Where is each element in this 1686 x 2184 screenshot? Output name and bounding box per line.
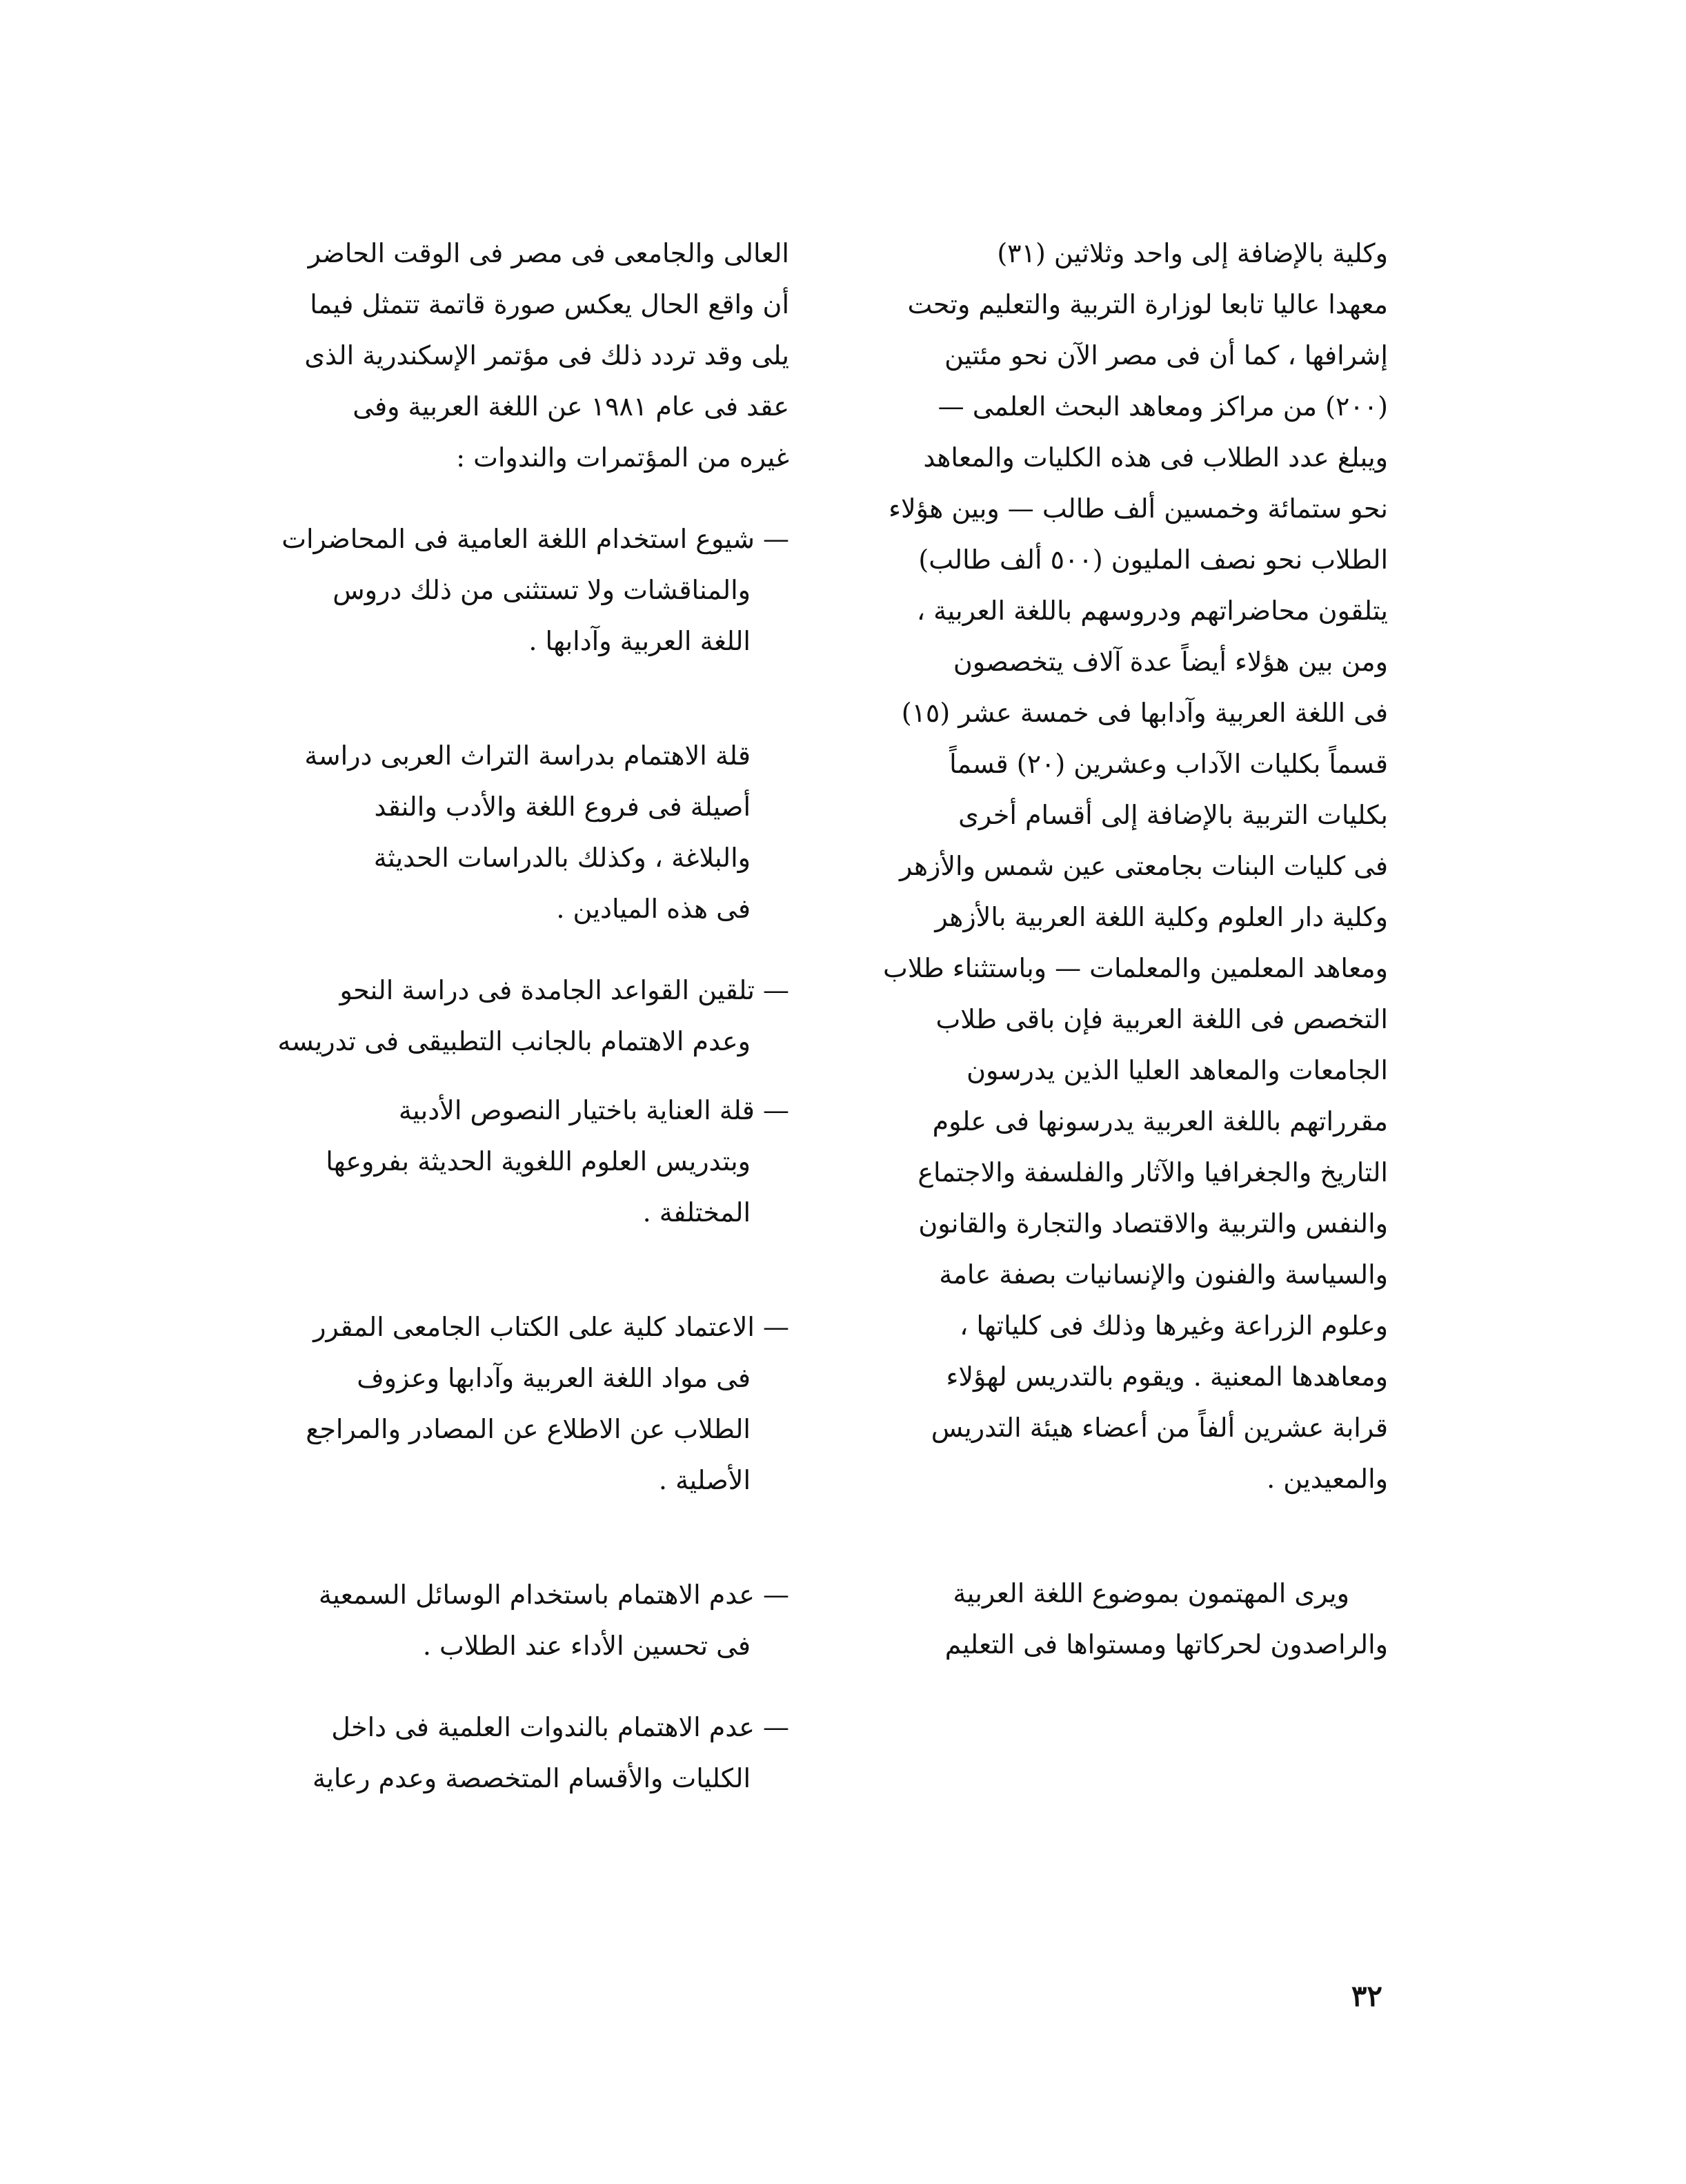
text-line: نحو ستمائة وخمسين ألف طالب — وبين هؤلاء (889, 493, 1388, 524)
list-item (265, 965, 789, 1067)
text-line: العالى والجامعى فى مصر فى الوقت الحاضر (308, 238, 789, 268)
paragraph-gap (265, 1506, 789, 1569)
text-line: — قلة العناية باختيار النصوص الأدبية (398, 1095, 789, 1125)
text-line: ويبلغ عدد الطلاب فى هذه الكليات والمعاهد (923, 442, 1388, 473)
text-line: الجامعات والمعاهد العليا الذين يدرسون (966, 1055, 1388, 1085)
text-line: قرابة عشرين ألفاً من أعضاء هيئة التدريس (931, 1413, 1388, 1443)
text-line: التاريخ والجغرافيا والآثار والفلسفة والاجتماع (918, 1157, 1388, 1188)
list-item (265, 1569, 789, 1671)
text-line: ومن بين هؤلاء أيضاً عدة آلاف يتخصصون (953, 647, 1388, 677)
text-line: معهدا عاليا تابعا لوزارة التربية والتعليم وتحت (907, 289, 1388, 319)
text-line: فى مواد اللغة العربية وآدابها وعزوف (357, 1363, 751, 1393)
text-line: إشرافها ، كما أن فى مصر الآن نحو مئتين (944, 340, 1388, 371)
right-paragraph-2 (864, 1568, 1388, 1619)
text-line: وعلوم الزراعة وغيرها وذلك فى كلياتها ، (960, 1310, 1388, 1341)
text-line: أصيلة فى فروع اللغة والأدب والنقد (374, 791, 751, 822)
text-line: غيره من المؤتمرات والندوات : (456, 442, 789, 473)
paragraph-gap (265, 483, 789, 513)
text-line: الأصلية . (658, 1465, 751, 1495)
text-line: وكلية بالإضافة إلى واحد وثلاثين (٣١) (997, 238, 1388, 268)
text-line: الطلاب عن الاطلاع عن المصادر والمراجع (306, 1414, 751, 1444)
text-line: (٢٠٠) من مراكز ومعاهد البحث العلمى — (938, 391, 1388, 422)
paragraph-gap (265, 1067, 789, 1085)
paragraph-gap (265, 667, 789, 730)
text-line: وكلية دار العلوم وكلية اللغة العربية بالأزهر (935, 902, 1388, 932)
text-line: عقد فى عام ١٩٨١ عن اللغة العربية وفى (353, 391, 789, 422)
text-line: — عدم الاهتمام باستخدام الوسائل السمعية (318, 1580, 789, 1610)
text-line: الطلاب نحو نصف المليون (٥٠٠ ألف طالب) (918, 544, 1388, 575)
text-line: والبلاغة ، وكذلك بالدراسات الحديثة (373, 843, 751, 873)
text-line: يلى وقد تردد ذلك فى مؤتمر الإسكندرية الذى (304, 340, 789, 371)
text-line: قلة الاهتمام بدراسة التراث العربى دراسة (304, 740, 751, 771)
text-line: والمناقشات ولا تستثنى من ذلك دروس (333, 575, 751, 605)
page-number: ٣٢ (1351, 1979, 1382, 2013)
text-line: فى هذه الميادين . (556, 894, 751, 924)
text-line: مقرراتهم باللغة العربية يدرسونها فى علوم (932, 1106, 1388, 1137)
text-line: والراصدون لحركاتها ومستواها فى التعليم (944, 1629, 1388, 1660)
text-line: فى تحسين الأداء عند الطلاب . (422, 1631, 751, 1661)
right-column (864, 228, 1388, 1670)
list-item (265, 1301, 789, 1506)
right-paragraph-1 (864, 228, 1388, 1504)
text-line: فى اللغة العربية وآدابها فى خمسة عشر (١٥) (901, 698, 1388, 728)
text-line: فى كليات البنات بجامعتى عين شمس والأزهر (900, 851, 1388, 881)
text-line: — عدم الاهتمام بالندوات العلمية فى داخل (331, 1712, 789, 1742)
text-line: — الاعتماد كلية على الكتاب الجامعى المقرر (313, 1312, 789, 1342)
text-line: التخصص فى اللغة العربية فإن باقى طلاب (935, 1004, 1388, 1034)
paragraph-gap (265, 934, 789, 965)
paragraph-gap (265, 1671, 789, 1702)
text-line: ويرى المهتمون بموضوع اللغة العربية (953, 1578, 1349, 1609)
text-line: ومعاهدها المعنية . ويقوم بالتدريس لهؤلاء (946, 1361, 1388, 1392)
paragraph-gap (265, 1238, 789, 1301)
text-line: وعدم الاهتمام بالجانب التطبيقى فى تدريسه (277, 1026, 751, 1056)
text-line: أن واقع الحال يعكس صورة قاتمة تتمثل فيما (310, 289, 789, 319)
text-line: وبتدريس العلوم اللغوية الحديثة بفروعها (326, 1146, 751, 1177)
text-line: — شيوع استخدام اللغة العامية فى المحاضرات (281, 524, 789, 554)
left-column (265, 228, 789, 1804)
text-line: الكليات والأقسام المتخصصة وعدم رعاية (312, 1763, 751, 1793)
left-intro (265, 228, 789, 483)
list-item (265, 1702, 789, 1804)
list-item (265, 1085, 789, 1238)
text-line: والسياسة والفنون والإنسانيات بصفة عامة (939, 1259, 1388, 1290)
text-line: ومعاهد المعلمين والمعلمات — وباستثناء طلاب (883, 953, 1388, 983)
text-line: — تلقين القواعد الجامدة فى دراسة النحو (339, 975, 789, 1005)
right-paragraph-2-cont (864, 1619, 1388, 1670)
text-line: قسماً بكليات الآداب وعشرين (٢٠) قسماً (949, 749, 1388, 779)
text-line: والنفس والتربية والاقتصاد والتجارة والقانون (918, 1208, 1388, 1239)
text-line: بكليات التربية بالإضافة إلى أقسام أخرى (958, 800, 1388, 830)
text-line: المختلفة . (642, 1197, 751, 1228)
list-item (265, 730, 789, 934)
text-line: يتلقون محاضراتهم ودروسهم باللغة العربية ، (916, 596, 1388, 626)
list-item (265, 513, 789, 667)
paragraph-gap (864, 1504, 1388, 1568)
text-line: والمعيدين . (1267, 1464, 1388, 1494)
text-line: اللغة العربية وآدابها . (528, 626, 751, 656)
